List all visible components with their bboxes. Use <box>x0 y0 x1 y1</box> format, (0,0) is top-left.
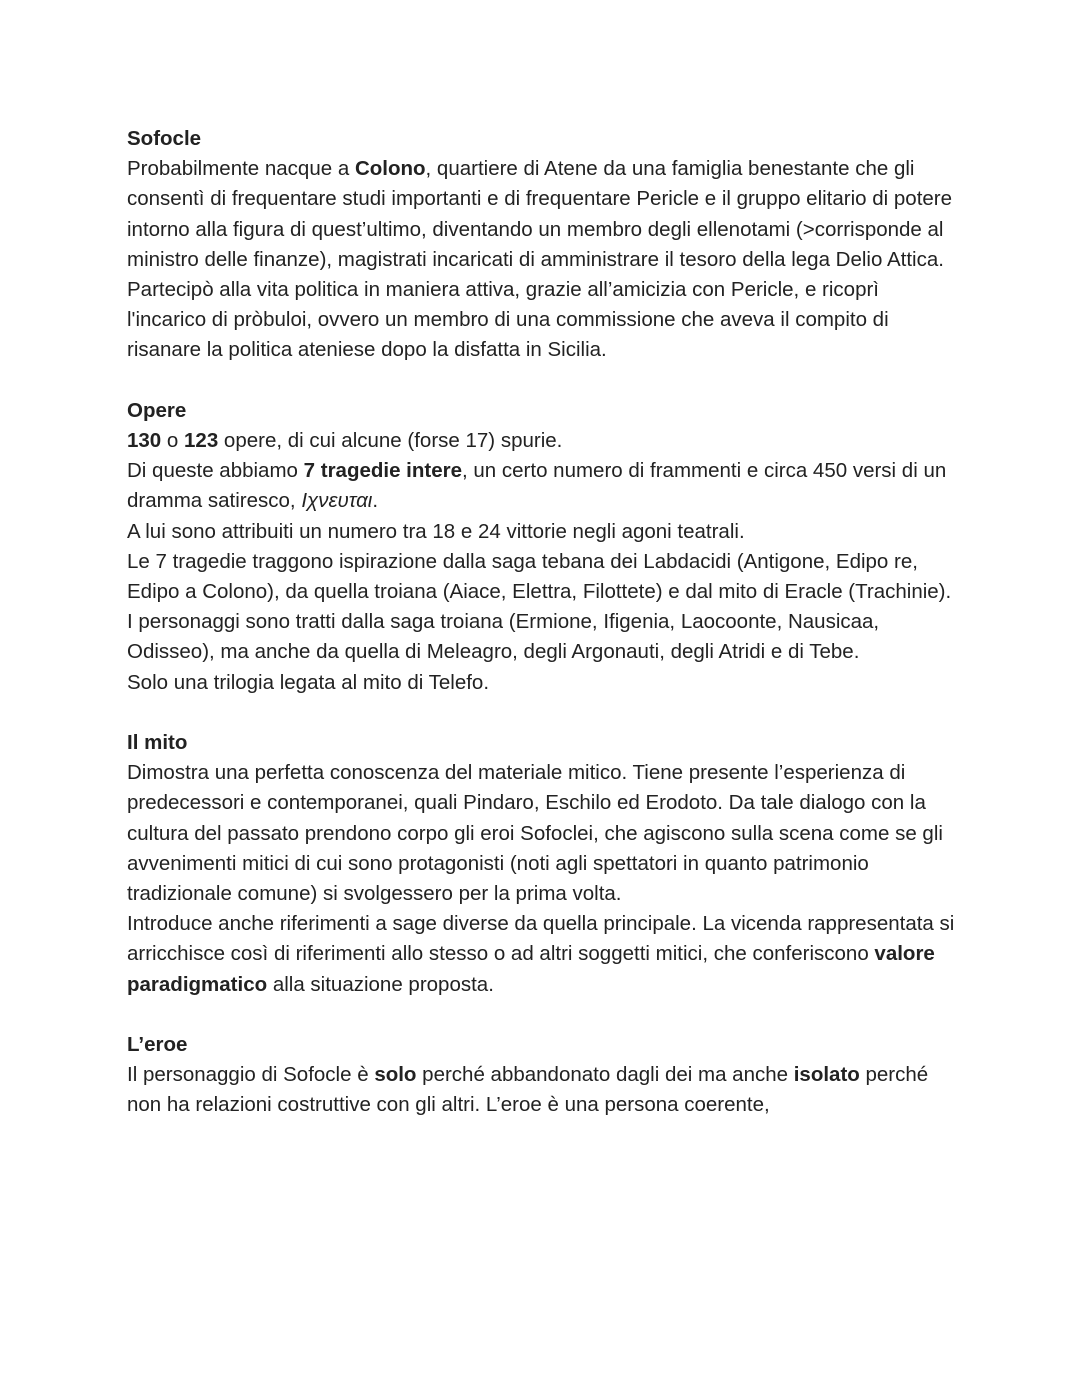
paragraph: I personaggi sono tratti dalla saga troiana (Ermione, Ifigenia, Laocoonte, Nausicaa, Odisseo), ma anche da quella di Meleagro, degli Argonauti, degli Atridi e di Tebe. <box>127 610 880 664</box>
text-run: . <box>372 489 379 513</box>
bold-term: solo <box>374 1063 417 1087</box>
section-title: Il mito <box>127 731 188 755</box>
section-title: L’eroe <box>127 1033 188 1057</box>
text-run: , un certo numero di frammenti e circa 450 versi di un dramma satiresco, <box>127 459 947 513</box>
section-opere <box>127 396 957 698</box>
italic-term: Ιχνευται <box>301 489 373 513</box>
section-title: Sofocle <box>127 127 202 150</box>
paragraph <box>127 1060 957 1120</box>
section-il-mito <box>127 728 957 1000</box>
text-run: perché abbandonato dagli dei ma anche <box>416 1063 794 1087</box>
text-run: , quartiere di Atene da una famiglia benestante che gli consentì di frequentare studi importanti e di frequentare Pericle e il gruppo elitario di potere intorno alla figura di quest’ultimo, diventando un membro degli ellenotami (>corrisponde al ministro delle finanze), magistrati incaricati di amministrare il tesoro della lega Delio Attica. Partecipò alla vita politica in maniera attiva, grazie all’amicizia con Pericle, e ricoprì l'incarico di pròbuloi, ovvero un membro di una commissione che aveva il compito di risanare la politica ateniese dopo la disfatta in Sicilia. <box>127 157 953 362</box>
text-run: opere, di cui alcune (forse 17) spurie. <box>218 429 563 453</box>
text-run: Di queste abbiamo <box>127 459 304 483</box>
text-run: Introduce anche riferimenti a sage diverse da quella principale. La vicenda rappresentata si arricchisce così di riferimenti allo stesso o ad altri soggetti mitici, che conferiscono <box>127 912 955 966</box>
text-run: perché non ha relazioni costruttive con gli altri. L’eroe è una persona coerente, <box>127 1063 929 1117</box>
paragraph: A lui sono attribuiti un numero tra 18 e 24 vittorie negli agoni teatrali. <box>127 519 745 543</box>
paragraph: Dimostra una perfetta conoscenza del materiale mitico. Tiene presente l’esperienza di predecessori e contemporanei, quali Pindaro, Eschilo ed Erodoto. Da tale dialogo con la cultura del passato prendono corpo gli eroi Sofoclei, che agiscono sulla scena come se gli avvenimenti mitici di cui sono protagonisti (noti agli spettatori in quanto patrimonio tradizionale comune) si svolgessero per la prima volta. <box>127 761 943 906</box>
text-run: o <box>161 429 185 453</box>
bold-term: valore paradigmatico <box>127 942 935 996</box>
section-sofocle <box>127 124 957 366</box>
section-l-eroe <box>127 1030 957 1121</box>
paragraph: Le 7 tragedie traggono ispirazione dalla saga tebana dei Labdacidi (Antigone, Edipo re, Edipo a Colono), da quella troiana (Aiace, Elettra, Filottete) e dal mito di Eracle (Trachinie). <box>127 549 952 604</box>
text-run: Il personaggio di Sofocle è <box>127 1063 375 1087</box>
text-run: Probabilmente nacque a <box>127 157 355 181</box>
bold-term: Colono <box>354 157 426 181</box>
paragraph <box>127 154 957 365</box>
paragraph <box>127 456 957 516</box>
text-run: alla situazione proposta. <box>267 972 494 996</box>
bold-term: 130 <box>127 429 162 453</box>
bold-term: isolato <box>793 1063 860 1087</box>
paragraph: Solo una trilogia legata al mito di Telefo. <box>127 670 490 694</box>
bold-term: 7 tragedie intere <box>303 459 463 483</box>
paragraph <box>127 909 957 1000</box>
bold-term: 123 <box>184 429 219 453</box>
document-page <box>127 124 957 1121</box>
section-title: Opere <box>127 398 187 422</box>
paragraph <box>127 426 957 456</box>
